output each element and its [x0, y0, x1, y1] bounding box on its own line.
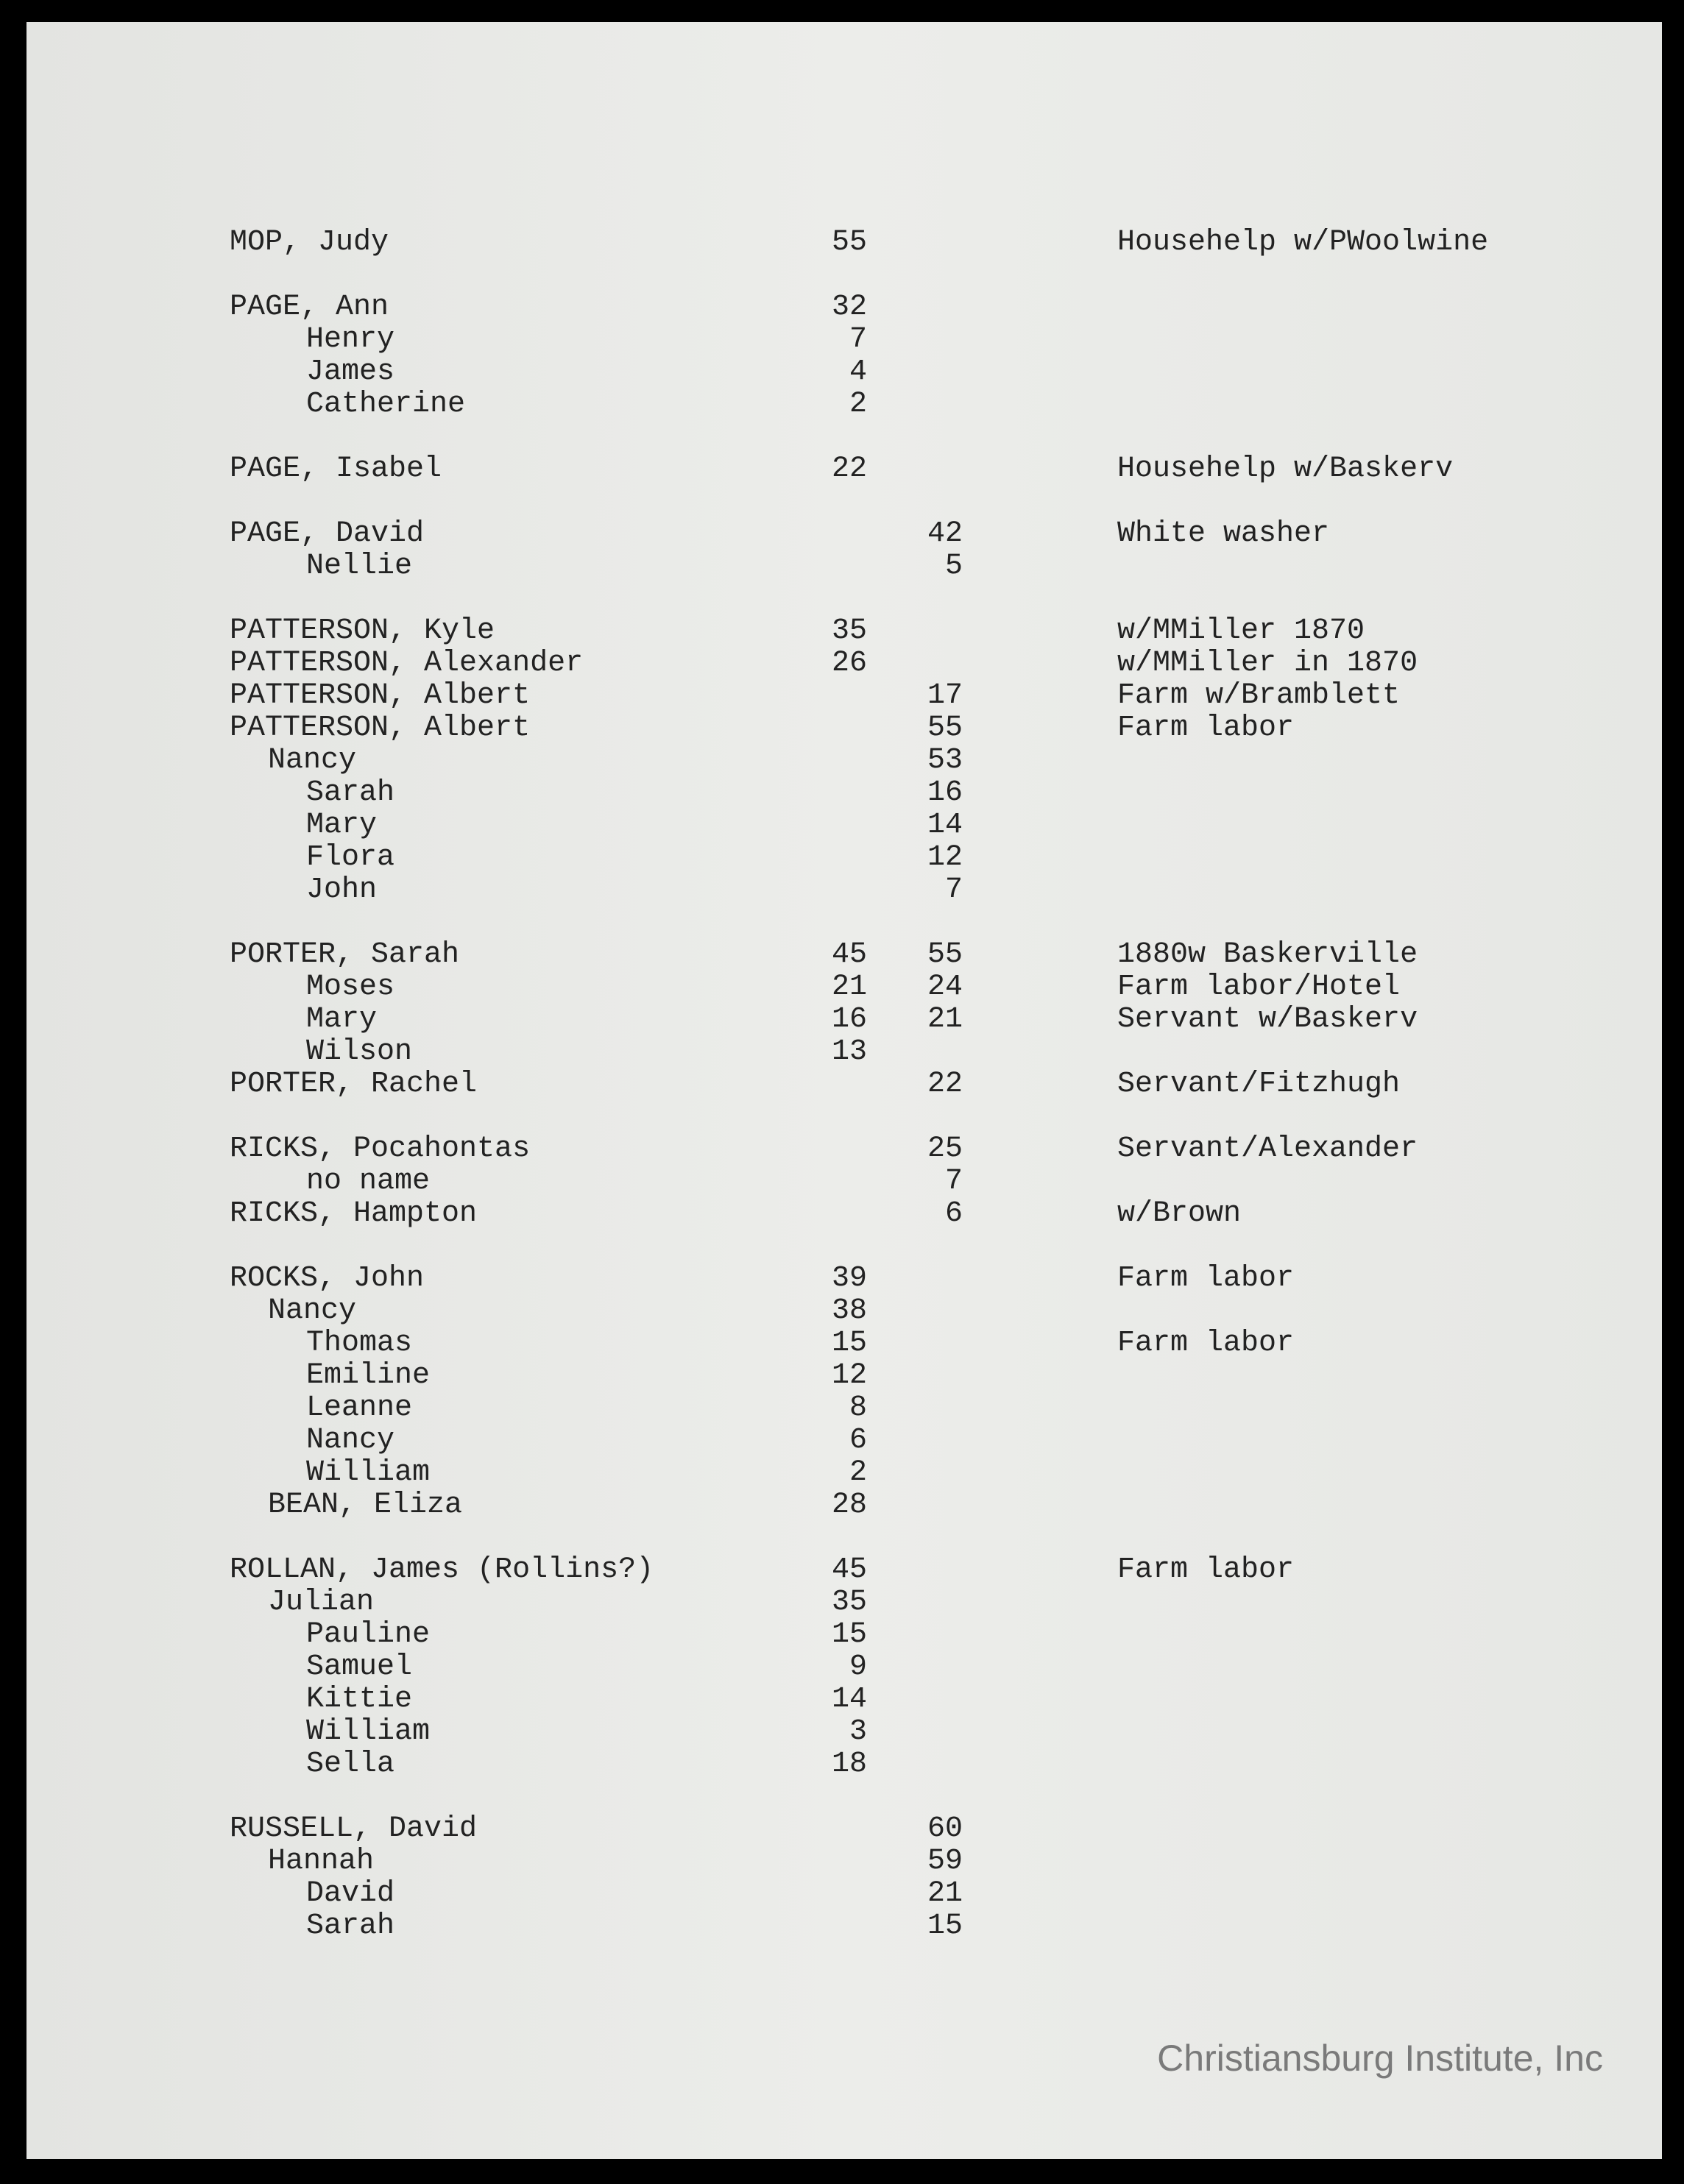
occupation-note: Farm labor/Hotel [1117, 971, 1401, 1004]
census-row [26, 1166, 1662, 1198]
person-name: PATTERSON, Alexander [230, 647, 584, 680]
occupation-note: Farm labor [1117, 712, 1295, 745]
person-name: BEAN, Eliza [268, 1489, 463, 1522]
watermark-text: Christiansburg Institute, Inc [1157, 2038, 1603, 2079]
census-row [26, 1684, 1662, 1716]
census-row [26, 356, 1662, 389]
census-row [26, 453, 1662, 486]
occupation-note: w/MMiller 1870 [1117, 614, 1365, 648]
person-name: James [306, 355, 395, 389]
census-row [26, 1586, 1662, 1619]
person-name: PATTERSON, Albert [230, 712, 531, 745]
age-1880: 6 [944, 1197, 963, 1230]
person-name: David [306, 1877, 395, 1910]
person-name: Flora [306, 841, 395, 874]
person-name: Pauline [306, 1618, 431, 1651]
person-name: Nancy [268, 744, 357, 777]
occupation-note: Farm labor [1117, 1262, 1295, 1295]
census-row [26, 680, 1662, 712]
person-name: ROLLAN, James (Rollins?) [230, 1553, 654, 1586]
age-1880: 21 [927, 1877, 963, 1910]
census-row [26, 1619, 1662, 1651]
census-row [26, 1813, 1662, 1846]
age-1880: 14 [927, 809, 963, 842]
census-row [26, 777, 1662, 809]
person-name: MOP, Judy [230, 226, 389, 259]
occupation-note: w/Brown [1117, 1197, 1242, 1230]
census-row [26, 550, 1662, 583]
census-row [26, 1748, 1662, 1781]
census-row [26, 324, 1662, 356]
person-name: Sarah [306, 1910, 395, 1943]
age-1880: 22 [927, 1068, 963, 1101]
age-1880: 53 [927, 744, 963, 777]
census-row [26, 1295, 1662, 1327]
age-1870: 16 [831, 1003, 867, 1036]
age-1880: 25 [927, 1132, 963, 1166]
person-name: Catherine [306, 388, 466, 421]
age-1870: 55 [831, 226, 867, 259]
age-1870: 7 [849, 323, 867, 356]
person-name: Nellie [306, 550, 413, 583]
occupation-note: Servant w/Baskerv [1117, 1003, 1418, 1036]
age-1880: 7 [944, 1165, 963, 1198]
person-name: Thomas [306, 1327, 413, 1360]
age-1870: 3 [849, 1715, 867, 1748]
age-1870: 22 [831, 453, 867, 486]
census-row [26, 745, 1662, 777]
census-row [26, 1198, 1662, 1230]
age-1870: 12 [831, 1359, 867, 1392]
age-1880: 55 [927, 938, 963, 971]
person-name: Sella [306, 1748, 395, 1781]
person-name: PATTERSON, Albert [230, 679, 531, 712]
age-1870: 2 [849, 388, 867, 421]
census-row [26, 712, 1662, 745]
person-name: Hannah [268, 1845, 375, 1878]
person-name: ROCKS, John [230, 1262, 425, 1295]
age-1870: 15 [831, 1618, 867, 1651]
person-name: PORTER, Sarah [230, 938, 460, 971]
census-row [26, 615, 1662, 648]
census-row [26, 389, 1662, 421]
age-1880: 59 [927, 1845, 963, 1878]
occupation-note: 1880w Baskerville [1117, 938, 1418, 971]
census-row [26, 648, 1662, 680]
census-row [26, 1263, 1662, 1295]
age-1880: 55 [927, 712, 963, 745]
age-1870: 9 [849, 1651, 867, 1684]
age-1870: 13 [831, 1035, 867, 1068]
age-1870: 38 [831, 1294, 867, 1327]
census-row [26, 1716, 1662, 1748]
census-row [26, 939, 1662, 971]
age-1870: 14 [831, 1683, 867, 1716]
occupation-note: Servant/Alexander [1117, 1132, 1418, 1166]
age-1880: 21 [927, 1003, 963, 1036]
person-name: William [306, 1456, 431, 1489]
occupation-note: Farm labor [1117, 1327, 1295, 1360]
age-1870: 4 [849, 355, 867, 389]
age-1870: 18 [831, 1748, 867, 1781]
person-name: RICKS, Hampton [230, 1197, 478, 1230]
census-row [26, 809, 1662, 842]
age-1870: 6 [849, 1424, 867, 1457]
age-1870: 45 [831, 1553, 867, 1586]
occupation-note: Househelp w/Baskerv [1117, 453, 1454, 486]
census-row [26, 1133, 1662, 1166]
age-1880: 7 [944, 873, 963, 907]
person-name: PAGE, Ann [230, 291, 389, 324]
census-row [26, 1360, 1662, 1392]
age-1880: 24 [927, 971, 963, 1004]
census-row [26, 1425, 1662, 1457]
census-row [26, 1554, 1662, 1586]
census-row [26, 518, 1662, 550]
person-name: Wilson [306, 1035, 413, 1068]
census-row [26, 1910, 1662, 1943]
age-1870: 35 [831, 1586, 867, 1619]
person-name: Emiline [306, 1359, 431, 1392]
person-name: PAGE, Isabel [230, 453, 442, 486]
person-name: Leanne [306, 1391, 413, 1425]
census-row [26, 227, 1662, 259]
person-name: Nancy [268, 1294, 357, 1327]
person-name: Julian [268, 1586, 375, 1619]
census-row [26, 1036, 1662, 1068]
age-1870: 26 [831, 647, 867, 680]
census-row [26, 1489, 1662, 1522]
person-name: PORTER, Rachel [230, 1068, 478, 1101]
occupation-note: Househelp w/PWoolwine [1117, 226, 1489, 259]
person-name: William [306, 1715, 431, 1748]
census-row [26, 1878, 1662, 1910]
occupation-note: Farm labor [1117, 1553, 1295, 1586]
age-1870: 45 [831, 938, 867, 971]
census-list [26, 22, 1662, 2159]
age-1880: 16 [927, 776, 963, 809]
census-row [26, 971, 1662, 1004]
person-name: no name [306, 1165, 431, 1198]
age-1870: 39 [831, 1262, 867, 1295]
person-name: Kittie [306, 1683, 413, 1716]
census-row [26, 1068, 1662, 1101]
age-1870: 28 [831, 1489, 867, 1522]
census-row [26, 1327, 1662, 1360]
age-1870: 15 [831, 1327, 867, 1360]
person-name: Mary [306, 809, 378, 842]
age-1880: 42 [927, 517, 963, 550]
person-name: Henry [306, 323, 395, 356]
occupation-note: White washer [1117, 517, 1330, 550]
census-row [26, 1457, 1662, 1489]
census-row [26, 1651, 1662, 1684]
age-1870: 35 [831, 614, 867, 648]
occupation-note: Farm w/Bramblett [1117, 679, 1401, 712]
person-name: Samuel [306, 1651, 413, 1684]
age-1880: 15 [927, 1910, 963, 1943]
age-1880: 12 [927, 841, 963, 874]
person-name: John [306, 873, 378, 907]
age-1870: 21 [831, 971, 867, 1004]
occupation-note: Servant/Fitzhugh [1117, 1068, 1401, 1101]
person-name: Nancy [306, 1424, 395, 1457]
person-name: Moses [306, 971, 395, 1004]
person-name: RICKS, Pocahontas [230, 1132, 531, 1166]
age-1880: 5 [944, 550, 963, 583]
census-row [26, 1392, 1662, 1425]
census-row [26, 874, 1662, 907]
age-1870: 8 [849, 1391, 867, 1425]
census-row [26, 1004, 1662, 1036]
person-name: Sarah [306, 776, 395, 809]
person-name: PATTERSON, Kyle [230, 614, 495, 648]
person-name: Mary [306, 1003, 378, 1036]
census-row [26, 842, 1662, 874]
person-name: PAGE, David [230, 517, 425, 550]
census-row [26, 291, 1662, 324]
age-1880: 60 [927, 1812, 963, 1846]
person-name: RUSSELL, David [230, 1812, 478, 1846]
occupation-note: w/MMiller in 1870 [1117, 647, 1418, 680]
document-page [26, 22, 1662, 2159]
age-1880: 17 [927, 679, 963, 712]
census-row [26, 1846, 1662, 1878]
age-1870: 2 [849, 1456, 867, 1489]
age-1870: 32 [831, 291, 867, 324]
